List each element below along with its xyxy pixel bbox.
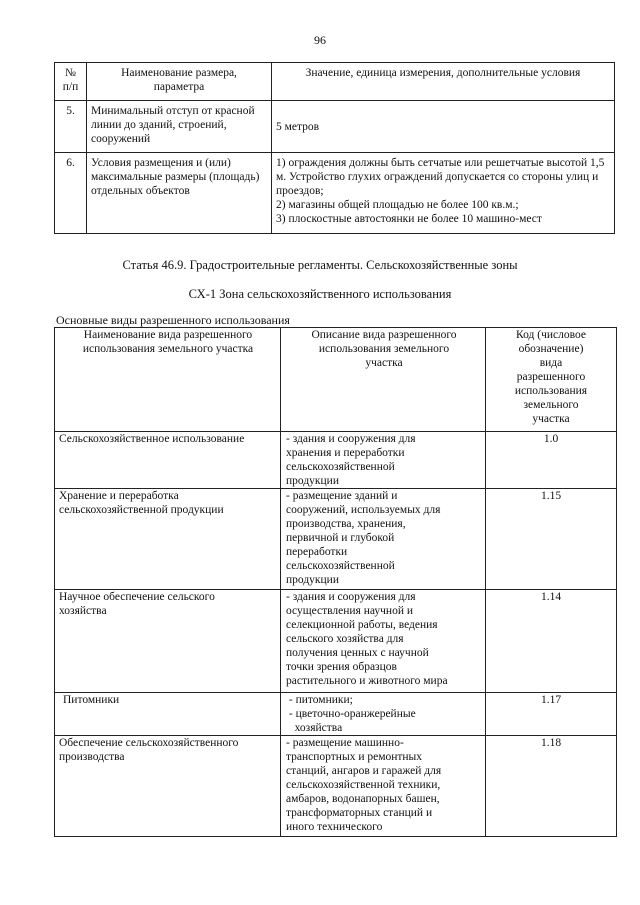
parameters-table	[54, 62, 615, 234]
use-name: Сельскохозяйственное использование	[55, 432, 281, 489]
use-code: 1.14	[486, 590, 617, 693]
article-title: Статья 46.9. Градостроительные регламенты. Сельскохозяйственные зоны	[122, 258, 518, 272]
row-parameter-name: Условия размещения и (или) максимальные размеры (площадь) отдельных объектов	[87, 153, 272, 234]
use-description: - питомники; - цветочно-оранжерейные хозяйства	[281, 693, 486, 736]
use-code: 1.15	[486, 489, 617, 590]
table-row	[55, 432, 617, 489]
header-parameter-name: Наименование размера, параметра	[87, 63, 272, 101]
table-row	[55, 736, 617, 837]
row-number: 6.	[55, 153, 87, 234]
row-value: 1) ограждения должны быть сетчатые или решетчатые высотой 1,5 м. Устройство глухих ограждений допускается со стороны улиц и проездов; 2) магазины общей площадью не более 100 кв.м.; 3) плоскостные автостоянки не более 10 машино-мест	[272, 153, 615, 234]
row-parameter-name: Минимальный отступ от красной линии до зданий, строений, сооружений	[87, 101, 272, 153]
use-description: - размещение зданий и сооружений, используемых для производства, хранения, первичной и глубокой переработки сельскохозяйственной продукции	[281, 489, 486, 590]
use-description: - здания и сооружения для хранения и переработки сельскохозяйственной продукции	[281, 432, 486, 489]
use-description: - размещение машинно- транспортных и ремонтных станций, ангаров и гаражей для сельскохозяйственной техники, амбаров, водонапорных башен, трансформаторных станций и иного технического	[281, 736, 486, 837]
header-use-name: Наименование вида разрешенного использования земельного участка	[55, 328, 281, 432]
header-value: Значение, единица измерения, дополнительные условия	[272, 63, 615, 101]
parameters-table-header	[55, 63, 615, 101]
use-name: Научное обеспечение сельского хозяйства	[55, 590, 281, 693]
header-use-code: Код (числовое обозначение) вида разрешенного использования земельного участка	[486, 328, 617, 432]
use-code: 1.0	[486, 432, 617, 489]
use-description: - здания и сооружения для осуществления научной и селекционной работы, ведения сельского хозяйства для получения ценных с научной точки зрения образцов растительного и животного мира	[281, 590, 486, 693]
use-name: Питомники	[55, 693, 281, 736]
header-number: № п/п	[55, 63, 87, 101]
permitted-use-table	[54, 327, 617, 837]
permitted-use-table-header	[55, 328, 617, 432]
page-number: 96	[314, 33, 326, 47]
table-row	[55, 693, 617, 736]
use-code: 1.17	[486, 693, 617, 736]
table-row	[55, 101, 615, 153]
header-use-description: Описание вида разрешенного использования земельного участка	[281, 328, 486, 432]
row-value: 5 метров	[272, 101, 615, 153]
use-code: 1.18	[486, 736, 617, 837]
use-name: Обеспечение сельскохозяйственного производства	[55, 736, 281, 837]
zone-title: СХ-1 Зона сельскохозяйственного использования	[188, 287, 452, 301]
table-row	[55, 489, 617, 590]
table-row	[55, 153, 615, 234]
use-name: Хранение и переработка сельскохозяйственной продукции	[55, 489, 281, 590]
table-row	[55, 590, 617, 693]
row-number: 5.	[55, 101, 87, 153]
section-label: Основные виды разрешенного использования	[56, 313, 290, 327]
